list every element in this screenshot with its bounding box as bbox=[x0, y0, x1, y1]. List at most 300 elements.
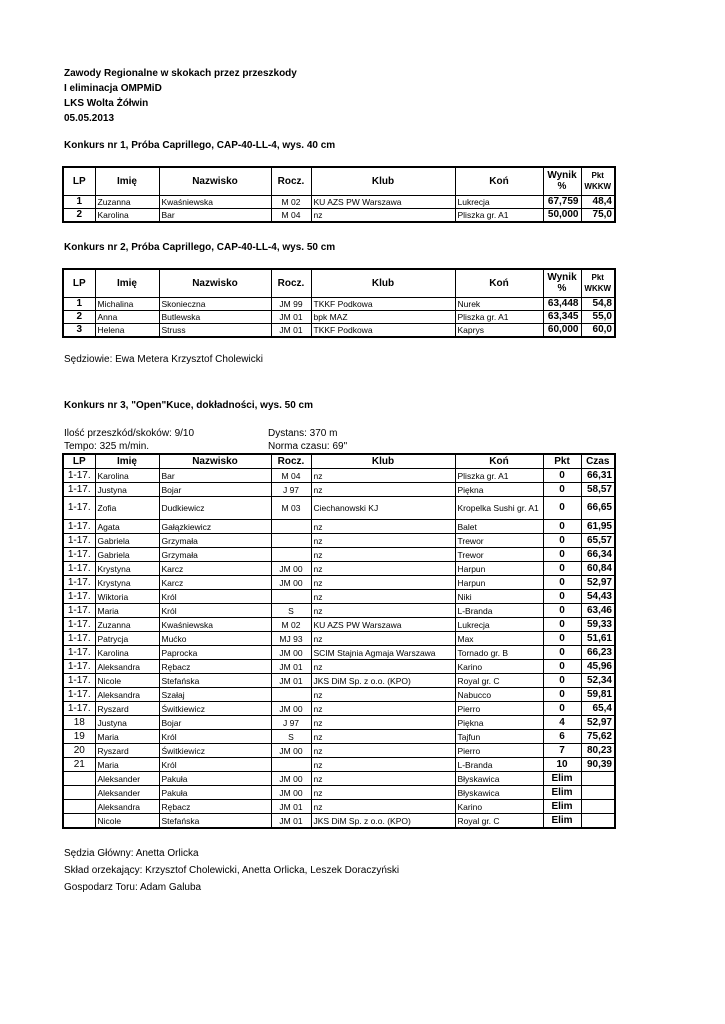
table-cell: nz bbox=[311, 800, 455, 814]
table-row bbox=[63, 632, 615, 646]
table-cell: Tajfun bbox=[455, 730, 543, 744]
table-cell: 1-17. bbox=[63, 520, 95, 534]
table-cell: 19 bbox=[63, 730, 95, 744]
table-cell: 1-17. bbox=[63, 548, 95, 562]
table-cell: Karolina bbox=[95, 469, 159, 483]
table-cell: 18 bbox=[63, 716, 95, 730]
time-norm: Norma czasu: 69" bbox=[268, 441, 348, 452]
event-venue: LKS Wolta Żółwin bbox=[64, 98, 149, 109]
col-klub: Klub bbox=[311, 167, 455, 195]
konkurs3-table bbox=[62, 453, 616, 829]
table-cell: Król bbox=[159, 758, 271, 772]
table-cell: 10 bbox=[543, 758, 581, 772]
table-cell: 52,34 bbox=[581, 674, 615, 688]
table-cell: 0 bbox=[543, 702, 581, 716]
table-cell: Błyskawica bbox=[455, 772, 543, 786]
table-cell: nz bbox=[311, 562, 455, 576]
table-cell: 1-17. bbox=[63, 576, 95, 590]
table-cell: 66,65 bbox=[581, 497, 615, 520]
table-cell: nz bbox=[311, 604, 455, 618]
col-klub: Klub bbox=[311, 269, 455, 297]
table-row bbox=[63, 716, 615, 730]
table-cell: 1-17. bbox=[63, 483, 95, 497]
table-cell: Pierro bbox=[455, 702, 543, 716]
table-cell: 60,0 bbox=[581, 323, 615, 337]
table-cell: Agata bbox=[95, 520, 159, 534]
table-cell: nz bbox=[311, 469, 455, 483]
table-cell: Skonieczna bbox=[159, 297, 271, 310]
table-header-row bbox=[63, 167, 615, 195]
table-cell bbox=[271, 758, 311, 772]
col-wynik: Wynik % bbox=[543, 167, 581, 195]
table-cell: Karolina bbox=[95, 646, 159, 660]
table-cell: Aleksander bbox=[95, 772, 159, 786]
table-cell: 63,448 bbox=[543, 297, 581, 310]
col-imie: Imię bbox=[95, 454, 159, 469]
table-row bbox=[63, 758, 615, 772]
table-cell: 52,97 bbox=[581, 716, 615, 730]
col-pkt: Pkt bbox=[543, 454, 581, 469]
table-cell: nz bbox=[311, 786, 455, 800]
table-cell: L-Branda bbox=[455, 758, 543, 772]
table-cell: M 02 bbox=[271, 195, 311, 208]
table-cell: 1-17. bbox=[63, 497, 95, 520]
event-title: Zawody Regionalne w skokach przez przeszkody bbox=[64, 68, 297, 79]
table-cell: 66,23 bbox=[581, 646, 615, 660]
table-cell: Pliszka gr. A1 bbox=[455, 310, 543, 323]
table-row bbox=[63, 688, 615, 702]
table-row bbox=[63, 786, 615, 800]
table-cell: Aleksandra bbox=[95, 688, 159, 702]
table-cell: M 02 bbox=[271, 618, 311, 632]
table-cell: Świtkiewicz bbox=[159, 744, 271, 758]
table-cell: Krystyna bbox=[95, 562, 159, 576]
distance: Dystans: 370 m bbox=[268, 428, 338, 439]
col-kon: Koń bbox=[455, 167, 543, 195]
table-cell: Ciechanowski KJ bbox=[311, 497, 455, 520]
table-cell: Kropelka Sushi gr. A1 bbox=[455, 497, 543, 520]
table-header-row bbox=[63, 269, 615, 297]
table-cell: Karcz bbox=[159, 576, 271, 590]
table-cell: 1-17. bbox=[63, 534, 95, 548]
table-row bbox=[63, 548, 615, 562]
table-cell: Król bbox=[159, 590, 271, 604]
table-cell: Zofia bbox=[95, 497, 159, 520]
table-cell: Bojar bbox=[159, 483, 271, 497]
table-row bbox=[63, 497, 615, 520]
table-cell: 60,84 bbox=[581, 562, 615, 576]
col-pkt-wkkw: Pkt WKKW bbox=[581, 167, 615, 195]
table-cell: Pakuła bbox=[159, 786, 271, 800]
table-cell: Nicole bbox=[95, 814, 159, 829]
table-cell: Rębacz bbox=[159, 800, 271, 814]
konkurs2-table bbox=[62, 268, 616, 338]
table-cell: TKKF Podkowa bbox=[311, 323, 455, 337]
table-cell: Gabriela bbox=[95, 548, 159, 562]
col-kon: Koń bbox=[455, 454, 543, 469]
table-row bbox=[63, 323, 615, 337]
table-cell: 67,759 bbox=[543, 195, 581, 208]
table-cell: Błyskawica bbox=[455, 786, 543, 800]
table-cell: JM 00 bbox=[271, 562, 311, 576]
col-nazwisko: Nazwisko bbox=[159, 269, 271, 297]
table-cell: Bar bbox=[159, 469, 271, 483]
table-cell: Paprocka bbox=[159, 646, 271, 660]
event-subtitle: I eliminacja OMPMiD bbox=[64, 83, 162, 94]
table-cell bbox=[581, 786, 615, 800]
table-cell: 2 bbox=[63, 310, 95, 323]
table-cell: 45,96 bbox=[581, 660, 615, 674]
table-cell: Król bbox=[159, 604, 271, 618]
table-cell: Szałaj bbox=[159, 688, 271, 702]
table-cell: Elim bbox=[543, 786, 581, 800]
table-cell: 0 bbox=[543, 534, 581, 548]
table-cell: 48,4 bbox=[581, 195, 615, 208]
table-cell: JM 01 bbox=[271, 800, 311, 814]
table-cell: 65,57 bbox=[581, 534, 615, 548]
table-cell: Aleksander bbox=[95, 786, 159, 800]
table-cell: 0 bbox=[543, 520, 581, 534]
table-cell bbox=[63, 786, 95, 800]
col-kon: Koń bbox=[455, 269, 543, 297]
table-cell: 54,43 bbox=[581, 590, 615, 604]
table-cell: Gabriela bbox=[95, 534, 159, 548]
table-row bbox=[63, 483, 615, 497]
table-cell: 4 bbox=[543, 716, 581, 730]
table-cell: Nicole bbox=[95, 674, 159, 688]
table-row bbox=[63, 590, 615, 604]
table-cell: Elim bbox=[543, 772, 581, 786]
table-row bbox=[63, 702, 615, 716]
table-cell: Zuzanna bbox=[95, 195, 159, 208]
table-row bbox=[63, 195, 615, 208]
table-cell: 1-17. bbox=[63, 660, 95, 674]
table-cell: 50,000 bbox=[543, 208, 581, 222]
table-cell: Stefańska bbox=[159, 674, 271, 688]
table-cell: Grzymała bbox=[159, 534, 271, 548]
chief-judge: Sędzia Główny: Anetta Orlicka bbox=[64, 848, 199, 859]
table-cell: 59,81 bbox=[581, 688, 615, 702]
table-cell: Max bbox=[455, 632, 543, 646]
table-cell: 90,39 bbox=[581, 758, 615, 772]
table-cell: Zuzanna bbox=[95, 618, 159, 632]
table-cell: 1-17. bbox=[63, 688, 95, 702]
table-cell: JM 00 bbox=[271, 576, 311, 590]
col-nazwisko: Nazwisko bbox=[159, 167, 271, 195]
table-cell: JM 00 bbox=[271, 772, 311, 786]
table-cell: 58,57 bbox=[581, 483, 615, 497]
konkurs2-title: Konkurs nr 2, Próba Caprillego, CAP-40-LL-4, wys. 50 cm bbox=[64, 242, 336, 253]
table-cell: Kwaśniewska bbox=[159, 618, 271, 632]
table-cell: nz bbox=[311, 660, 455, 674]
table-cell: Piękna bbox=[455, 716, 543, 730]
table-cell: JM 99 bbox=[271, 297, 311, 310]
table-cell: nz bbox=[311, 702, 455, 716]
table-cell: Aleksandra bbox=[95, 660, 159, 674]
table-cell bbox=[581, 800, 615, 814]
table-cell: Karino bbox=[455, 660, 543, 674]
table-cell: Butlewska bbox=[159, 310, 271, 323]
table-cell: nz bbox=[311, 632, 455, 646]
table-cell: 66,31 bbox=[581, 469, 615, 483]
table-cell: 65,4 bbox=[581, 702, 615, 716]
table-cell: 0 bbox=[543, 660, 581, 674]
table-cell: Karcz bbox=[159, 562, 271, 576]
col-rocz: Rocz. bbox=[271, 269, 311, 297]
table-cell: 63,345 bbox=[543, 310, 581, 323]
obstacles-count: Ilość przeszkód/skoków: 9/10 bbox=[64, 428, 195, 439]
table-cell: 54,8 bbox=[581, 297, 615, 310]
table-cell: 1-17. bbox=[63, 646, 95, 660]
table-cell: 0 bbox=[543, 604, 581, 618]
table-row bbox=[63, 814, 615, 829]
table-cell: Pliszka gr. A1 bbox=[455, 469, 543, 483]
table-row bbox=[63, 534, 615, 548]
table-cell: 59,33 bbox=[581, 618, 615, 632]
table-cell: Pliszka gr. A1 bbox=[455, 208, 543, 222]
table-cell: Kaprys bbox=[455, 323, 543, 337]
table-cell: 75,0 bbox=[581, 208, 615, 222]
table-cell: Świtkiewicz bbox=[159, 702, 271, 716]
table-cell: JM 01 bbox=[271, 660, 311, 674]
table-cell: 1-17. bbox=[63, 618, 95, 632]
table-cell: Aleksandra bbox=[95, 800, 159, 814]
table-cell: nz bbox=[311, 208, 455, 222]
table-cell: nz bbox=[311, 730, 455, 744]
table-cell: 0 bbox=[543, 469, 581, 483]
table-header-row bbox=[63, 454, 615, 469]
table-cell: nz bbox=[311, 590, 455, 604]
table-cell bbox=[581, 772, 615, 786]
table-cell: 0 bbox=[543, 548, 581, 562]
table-cell: KU AZS PW Warszawa bbox=[311, 195, 455, 208]
table-cell: Piękna bbox=[455, 483, 543, 497]
table-cell: JM 00 bbox=[271, 646, 311, 660]
table-cell: KU AZS PW Warszawa bbox=[311, 618, 455, 632]
table-cell: 1-17. bbox=[63, 469, 95, 483]
table-cell: Ryszard bbox=[95, 702, 159, 716]
table-cell: 0 bbox=[543, 590, 581, 604]
table-cell bbox=[271, 520, 311, 534]
table-cell: L-Branda bbox=[455, 604, 543, 618]
table-cell: Rębacz bbox=[159, 660, 271, 674]
table-cell: JKS DiM Sp. z o.o. (KPO) bbox=[311, 814, 455, 829]
table-cell: nz bbox=[311, 758, 455, 772]
table-cell: 0 bbox=[543, 576, 581, 590]
table-cell: 61,95 bbox=[581, 520, 615, 534]
table-cell: S bbox=[271, 730, 311, 744]
table-cell: nz bbox=[311, 772, 455, 786]
table-cell: Tornado gr. B bbox=[455, 646, 543, 660]
table-cell: 1 bbox=[63, 297, 95, 310]
col-rocz: Rocz. bbox=[271, 167, 311, 195]
table-cell: TKKF Podkowa bbox=[311, 297, 455, 310]
table-cell: 0 bbox=[543, 646, 581, 660]
col-lp: LP bbox=[63, 454, 95, 469]
table-cell: 63,46 bbox=[581, 604, 615, 618]
table-cell: bpk MAZ bbox=[311, 310, 455, 323]
col-lp: LP bbox=[63, 269, 95, 297]
table-cell: MJ 93 bbox=[271, 632, 311, 646]
table-cell bbox=[63, 772, 95, 786]
table-cell: Maria bbox=[95, 730, 159, 744]
table-row bbox=[63, 744, 615, 758]
table-cell: Krystyna bbox=[95, 576, 159, 590]
table-cell bbox=[271, 688, 311, 702]
table-cell: M 04 bbox=[271, 469, 311, 483]
table-cell: Michalina bbox=[95, 297, 159, 310]
table-cell: nz bbox=[311, 520, 455, 534]
event-date: 05.05.2013 bbox=[64, 113, 115, 124]
table-cell: S bbox=[271, 604, 311, 618]
table-cell: Mućko bbox=[159, 632, 271, 646]
table-cell: Royal gr. C bbox=[455, 674, 543, 688]
table-cell: M 03 bbox=[271, 497, 311, 520]
table-cell: 1-17. bbox=[63, 674, 95, 688]
table-cell bbox=[63, 814, 95, 829]
table-cell: Anna bbox=[95, 310, 159, 323]
col-klub: Klub bbox=[311, 454, 455, 469]
table-row bbox=[63, 618, 615, 632]
table-row bbox=[63, 800, 615, 814]
table-cell: 1-17. bbox=[63, 632, 95, 646]
table-cell: JM 01 bbox=[271, 674, 311, 688]
table-cell: Pakuła bbox=[159, 772, 271, 786]
table-cell: Trewor bbox=[455, 548, 543, 562]
table-cell: M 04 bbox=[271, 208, 311, 222]
table-cell: Patrycja bbox=[95, 632, 159, 646]
table-cell: 0 bbox=[543, 562, 581, 576]
konkurs1-title: Konkurs nr 1, Próba Caprillego, CAP-40-LL-4, wys. 40 cm bbox=[64, 140, 336, 151]
table-cell: 0 bbox=[543, 497, 581, 520]
table-row bbox=[63, 772, 615, 786]
table-cell: nz bbox=[311, 576, 455, 590]
table-cell: 2 bbox=[63, 208, 95, 222]
table-cell: Maria bbox=[95, 604, 159, 618]
table-cell: 7 bbox=[543, 744, 581, 758]
table-cell: JM 01 bbox=[271, 310, 311, 323]
table-cell: Bar bbox=[159, 208, 271, 222]
col-imie: Imię bbox=[95, 269, 159, 297]
course-builder: Gospodarz Toru: Adam Galuba bbox=[64, 882, 202, 893]
konkurs1-table bbox=[62, 166, 616, 223]
table-cell: Balet bbox=[455, 520, 543, 534]
table-cell: 52,97 bbox=[581, 576, 615, 590]
table-cell: 1-17. bbox=[63, 702, 95, 716]
konkurs3-title: Konkurs nr 3, "Open"Kuce, dokładności, wys. 50 cm bbox=[64, 400, 313, 411]
table-cell: J 97 bbox=[271, 716, 311, 730]
col-lp: LP bbox=[63, 167, 95, 195]
table-cell bbox=[271, 590, 311, 604]
table-cell: 75,62 bbox=[581, 730, 615, 744]
table-cell: Grzymała bbox=[159, 548, 271, 562]
table-cell: nz bbox=[311, 716, 455, 730]
table-cell: Trewor bbox=[455, 534, 543, 548]
table-cell: Dudkiewicz bbox=[159, 497, 271, 520]
table-cell: Elim bbox=[543, 814, 581, 829]
table-cell: Karolina bbox=[95, 208, 159, 222]
table-cell: nz bbox=[311, 548, 455, 562]
table-cell bbox=[271, 548, 311, 562]
col-czas: Czas bbox=[581, 454, 615, 469]
col-wynik: Wynik % bbox=[543, 269, 581, 297]
table-cell: 0 bbox=[543, 674, 581, 688]
table-cell bbox=[63, 800, 95, 814]
table-cell: nz bbox=[311, 744, 455, 758]
table-cell: Karino bbox=[455, 800, 543, 814]
table-cell: Harpun bbox=[455, 576, 543, 590]
table-row bbox=[63, 646, 615, 660]
table-cell: 1 bbox=[63, 195, 95, 208]
table-cell: 51,61 bbox=[581, 632, 615, 646]
table-cell: nz bbox=[311, 534, 455, 548]
table-row bbox=[63, 310, 615, 323]
table-cell: Ryszard bbox=[95, 744, 159, 758]
table-cell: 3 bbox=[63, 323, 95, 337]
judges-line: Sędziowie: Ewa Metera Krzysztof Cholewicki bbox=[64, 354, 263, 365]
col-nazwisko: Nazwisko bbox=[159, 454, 271, 469]
table-cell: Nurek bbox=[455, 297, 543, 310]
table-cell: 60,000 bbox=[543, 323, 581, 337]
document-header bbox=[64, 66, 297, 126]
table-cell: nz bbox=[311, 688, 455, 702]
table-row bbox=[63, 674, 615, 688]
table-cell: 21 bbox=[63, 758, 95, 772]
table-cell: Pierro bbox=[455, 744, 543, 758]
table-cell: 6 bbox=[543, 730, 581, 744]
table-cell: Niki bbox=[455, 590, 543, 604]
col-imie: Imię bbox=[95, 167, 159, 195]
table-cell: Lukrecja bbox=[455, 618, 543, 632]
col-rocz: Rocz. bbox=[271, 454, 311, 469]
table-cell: 0 bbox=[543, 632, 581, 646]
table-row bbox=[63, 730, 615, 744]
table-cell: Justyna bbox=[95, 716, 159, 730]
table-cell: 80,23 bbox=[581, 744, 615, 758]
table-cell: 66,34 bbox=[581, 548, 615, 562]
table-row bbox=[63, 562, 615, 576]
table-cell: JM 00 bbox=[271, 702, 311, 716]
table-cell: nz bbox=[311, 483, 455, 497]
table-cell: Royal gr. C bbox=[455, 814, 543, 829]
table-cell: Bojar bbox=[159, 716, 271, 730]
table-cell: Wiktoria bbox=[95, 590, 159, 604]
table-cell: Lukrecja bbox=[455, 195, 543, 208]
table-cell: Maria bbox=[95, 758, 159, 772]
table-cell: Król bbox=[159, 730, 271, 744]
table-cell: 1-17. bbox=[63, 562, 95, 576]
table-row bbox=[63, 576, 615, 590]
table-cell: 0 bbox=[543, 688, 581, 702]
table-cell: Helena bbox=[95, 323, 159, 337]
table-row bbox=[63, 604, 615, 618]
table-row bbox=[63, 660, 615, 674]
table-cell: 20 bbox=[63, 744, 95, 758]
table-cell: Harpun bbox=[455, 562, 543, 576]
table-cell: Struss bbox=[159, 323, 271, 337]
table-cell: Stefańska bbox=[159, 814, 271, 829]
table-cell: Justyna bbox=[95, 483, 159, 497]
table-cell: 55,0 bbox=[581, 310, 615, 323]
table-cell: Elim bbox=[543, 800, 581, 814]
table-cell: Kwaśniewska bbox=[159, 195, 271, 208]
table-cell bbox=[581, 814, 615, 829]
table-row bbox=[63, 469, 615, 483]
table-cell: 1-17. bbox=[63, 590, 95, 604]
table-cell: SCIM Stajnia Agmaja Warszawa bbox=[311, 646, 455, 660]
table-cell: 0 bbox=[543, 618, 581, 632]
table-cell: Gałązkiewicz bbox=[159, 520, 271, 534]
